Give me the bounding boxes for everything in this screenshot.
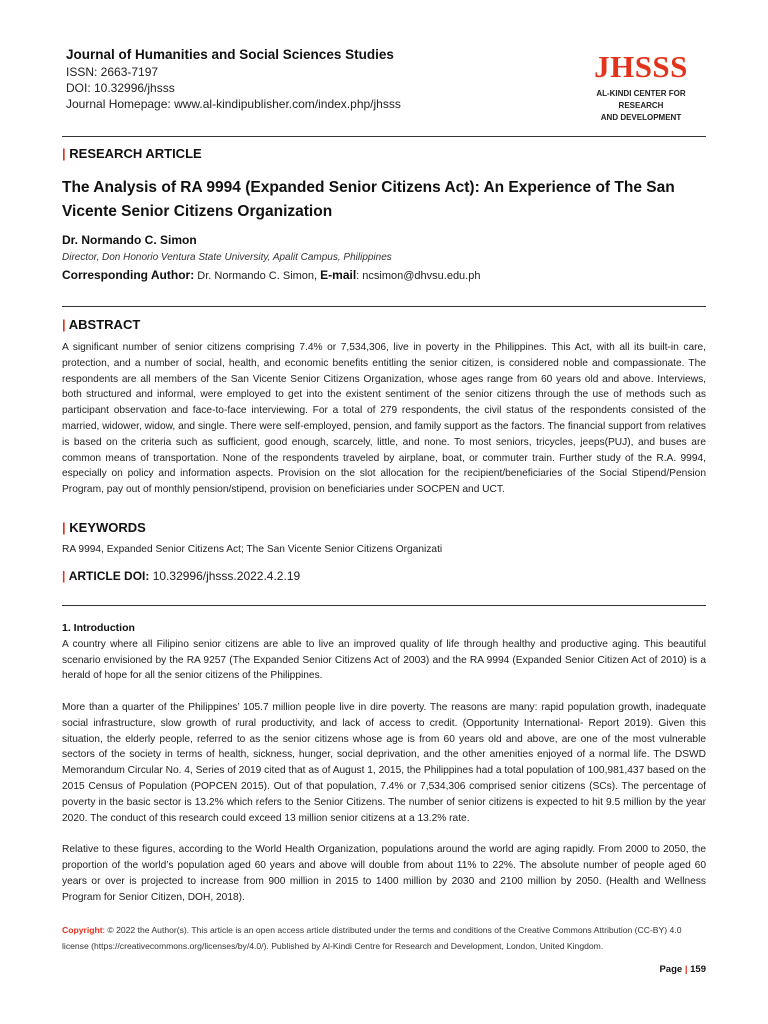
article-doi-value[interactable]: 10.32996/jhsss.2022.4.2.19 — [149, 569, 301, 583]
author-name: Dr. Normando C. Simon — [62, 233, 197, 247]
intro-paragraph-1: A country where all Filipino senior citizens are able to live an improved quality of life through healthy and productive aging. This beautiful scenario envisioned by the RA 9257 (The Expanded Senior Citizens Act of 2003) and the RA 9994 (Expanded Senior Citizen Act of 2010) is a herald of hope for all the senior citizens of the Philippines. — [62, 638, 706, 682]
keywords-heading: | KEYWORDS — [62, 520, 146, 535]
body-divider — [62, 605, 706, 606]
abstract-heading: | ABSTRACT — [62, 317, 141, 332]
copyright-notice: Copyright: © 2022 the Author(s). This article is an open access article distributed under the terms and conditions of the Creative Commons Attribution (CC-BY) 4.0 license (https://creativecommons.org/licenses/by/4.0/). Published by Al-Kindi Centre for Research and Development, London, United Kingdom. — [62, 925, 682, 951]
header-divider — [62, 136, 706, 137]
introduction-heading: 1. Introduction — [62, 622, 135, 634]
journal-info — [66, 46, 401, 112]
journal-doi: DOI: 10.32996/jhsss — [66, 81, 175, 95]
jhsss-logo: JHSSS — [594, 49, 688, 84]
section-bar: | — [62, 146, 66, 161]
article-page — [62, 0, 706, 1024]
journal-homepage[interactable]: Journal Homepage: www.al-kindipublisher.com/index.php/jhsss — [66, 97, 401, 111]
article-doi: | ARTICLE DOI: 10.32996/jhsss.2022.4.2.19 — [62, 569, 301, 583]
intro-paragraph-2: More than a quarter of the Philippines’ 105.7 million people live in dire poverty. The reasons are many: rapid population growth, inadequate social infrastructure, slow growth of rural productivity, and lack of access to credit. (Opportunity International- Report 2019). Given this situation, the elderly people, referred to as the senior citizens whose age is from 60 years old and above, are one of the most vulnerable sectors of the society in terms of health, sickness, hunger, social deprivation, and the other amenities enjoyed of a normal life. The DSWD Memorandum Circular No. 4, Series of 2019 cited that as of August 1, 2015, the Philippines had a total population of 100,981,437 based on the 2015 Census of Population (POPCEN 2015). Out of that population, 7.4% or 7,534,306 comprised senior citizens (SCs). The percentage of poverty in the basic sector is 13.2% which refers to the Senior Citizens. The number of senior citizens is expected to hit 9.5 million by the year 2020. The conduct of this research could exceed 13 million senior citizens at a 13.2% rate. — [62, 701, 706, 824]
abstract-text: A significant number of senior citizens comprising 7.4% or 7,534,306, live in poverty in the Philippines. This Act, with all its built-in care, protection, and a number of social, health, and economic benefits entitling the senior citizen, is considered noble and compassionate. The respondents are all members of the San Vicente Senior Citizens Organization, whose ages range from 60 years old and above. Interviews, both structured and informal, were employed to get into the existent sentiment of the senior citizens through the use of methods such as participant observation and face-to-face interviewing. For a total of 279 respondents, the civil status of the respondents consisted of the married, widower, widow, and single. There were self-employed, pension, and family support as the factors. The financial support from relatives is based on the criteria such as sufficient, good enough, scarcely, little, and none. To most seniors, tricycles, jeeps(PUJ), and buses are common means of transportation. None of the respondents traveled by airplane, boat, or commuter train. Further study of the R.A. 9994, especially on policy and information aspects. Provision on the slot allocation for the recipient/beneficiaries of the Social Stipend/Pension Program, pay out of monthly pension/stipend, provision on beneficiaries under SOCPEN and UCT. — [62, 342, 707, 496]
journal-name: Journal of Humanities and Social Sciences Studies — [66, 47, 394, 62]
article-title: The Analysis of RA 9994 (Expanded Senior Citizens Act): An Experience of The San Vicente Senior Citizens Organization — [62, 179, 675, 220]
publisher-logo — [576, 50, 706, 124]
page-number: Page | 159 — [659, 964, 706, 975]
keywords-text: RA 9994, Expanded Senior Citizens Act; The San Vicente Senior Citizens Organizati — [62, 544, 443, 555]
intro-paragraph-3: Relative to these figures, according to the World Health Organization, populations around the world are aging rapidly. From 2000 to 2050, the proportion of the world’s population aged 60 years and above will double from about 11% to 22%. The absolute number of people aged 60 years or over is projected to increase from 900 million in 2015 to 1400 million by 2030 and 2100 million by 2050. (Health and Wellness Program for Senior Citizen, DOH, 2018). — [62, 844, 706, 903]
author-email[interactable]: : ncsimon@dhvsu.edu.ph — [356, 270, 481, 282]
journal-header — [62, 46, 706, 126]
article-type-heading: | RESEARCH ARTICLE — [62, 146, 202, 161]
article-body — [62, 621, 706, 921]
publisher-center-name: AL-KINDI CENTER FOR RESEARCH AND DEVELOPMENT — [596, 89, 686, 122]
abstract-divider — [62, 306, 706, 307]
corresponding-author: Corresponding Author: Dr. Normando C. Simon, E-mail: ncsimon@dhvsu.edu.ph — [62, 268, 481, 282]
journal-issn: ISSN: 2663-7197 — [66, 65, 159, 79]
author-affiliation: Director, Don Honorio Ventura State University, Apalit Campus, Philippines — [62, 252, 392, 263]
